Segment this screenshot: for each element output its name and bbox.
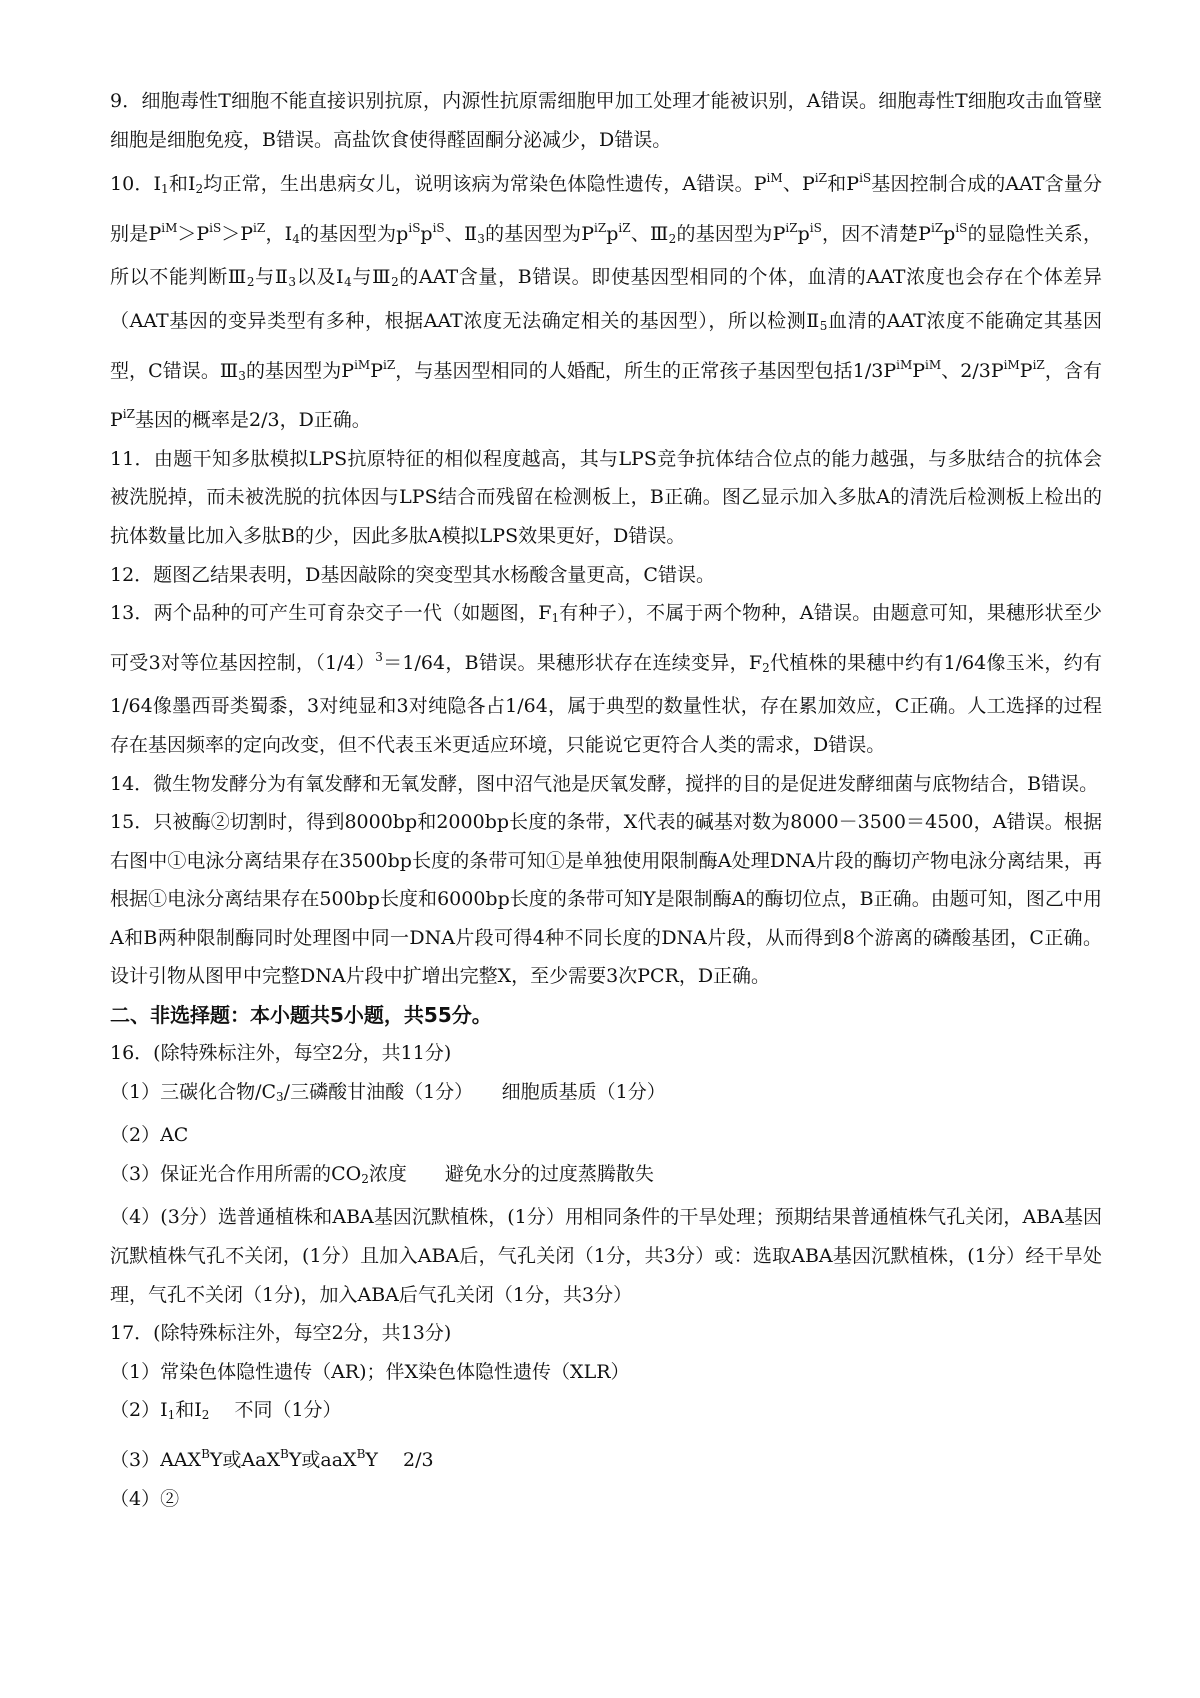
text-run: 有种子），不属于两个物种，A错误。由题意可知，果穗形状至少可受3对等位基因控制，（1/4） bbox=[110, 602, 1102, 674]
text-run: 2 bbox=[762, 660, 770, 675]
answer-q17-part2 bbox=[110, 1391, 1102, 1435]
text-run: 、2/3P bbox=[941, 359, 1004, 382]
text-run: 5 bbox=[819, 318, 828, 333]
text-run: 11．由题干知多肽模拟LPS抗原特征的相似程度越高，其与LPS竞争抗体结合位点的能力越强，与多肽结合的抗体会被洗脱掉，而未被洗脱的抗体因与LPS结合而残留在检测板上，B正确。图乙显示加入多肽A的清洗后检测板上检出的抗体数量比加入多肽B的少，因此多肽A模拟LPS效果更好，D错误。 bbox=[110, 447, 1102, 547]
answer-q16-part1 bbox=[110, 1073, 1102, 1117]
text-run: iM bbox=[896, 357, 913, 372]
section-heading-non-choice: 二、非选择题：本小题共5小题，共55分。 bbox=[110, 1003, 492, 1028]
text-run: 1 bbox=[161, 182, 169, 197]
text-run: 9．细胞毒性T细胞不能直接识别抗原，内源性抗原需细胞甲加工处理才能被识别，A错误。细胞毒性T细胞攻击血管壁细胞是细胞免疫，B错误。高盐饮食使得醛固酮分泌减少，D错误。 bbox=[110, 90, 1102, 151]
text-run: 血清的AAT浓度不能确定其基因型，C错误。Ⅲ bbox=[110, 309, 1103, 382]
text-run: 基因控制合成的AAT含量分别是P bbox=[110, 173, 1102, 245]
text-run: 13．两个品种的可产生可育杂交子一代（如题图，F bbox=[110, 602, 552, 625]
text-run: Y 2/3 bbox=[365, 1449, 434, 1471]
answer-q17-part1: （1）常染色体隐性遗传（AR)；伴X染色体隐性遗传（XLR） bbox=[110, 1360, 630, 1383]
text-run: 与Ⅱ bbox=[254, 266, 289, 289]
text-run: 与Ⅲ bbox=[351, 266, 392, 289]
text-run: 4 bbox=[292, 231, 300, 246]
text-run: Y或aaX bbox=[288, 1449, 357, 1471]
text-run: （1）三碳化合物/C bbox=[110, 1080, 277, 1103]
text-run: 3 bbox=[375, 649, 383, 664]
text-run: 4 bbox=[344, 275, 352, 290]
text-run: 和P bbox=[826, 173, 860, 196]
text-run: 14．微生物发酵分为有氧发酵和无氧发酵，图中沼气池是厌氧发酵，搅拌的目的是促进发酵细菌与底物结合，B错误。 bbox=[110, 772, 1099, 795]
text-run: B bbox=[201, 1447, 210, 1461]
answer-q16-part2: （2）AC bbox=[110, 1124, 189, 1147]
text-run: 、P bbox=[782, 173, 815, 196]
text-run: P bbox=[370, 359, 384, 382]
text-run: p bbox=[606, 222, 619, 245]
text-run: 12．题图乙结果表明，D基因敲除的突变型其水杨酸含量更高，C错误。 bbox=[110, 563, 715, 586]
text-run: 2 bbox=[201, 1408, 210, 1423]
text-run: 浓度 避免水分的过度蒸腾散失 bbox=[368, 1162, 654, 1185]
text-run: 均正常，生出患病女儿，说明该病为常染色体隐性遗传，A错误。P bbox=[203, 173, 767, 196]
text-run: 不同（1分） bbox=[209, 1399, 342, 1422]
answer-q10 bbox=[110, 159, 1102, 440]
answer-q13 bbox=[110, 594, 1102, 764]
answer-q16-part3 bbox=[110, 1155, 1102, 1199]
text-run: 、Ⅲ bbox=[630, 222, 669, 245]
answer-q15 bbox=[110, 803, 1102, 996]
text-run: 代植株的果穗中约有1/64像玉米，约有1/64像墨西哥类蜀黍，3对纯显和3对纯隐各占1/64，属于典型的数量性状，存在累加效应，C正确。人工选择的过程存在基因频率的定向改变，但不代表玉米更适应环境，只能说它更符合人类的需求，D错误。 bbox=[110, 651, 1102, 756]
text-run: iZ bbox=[253, 220, 266, 235]
text-run: iM bbox=[1003, 357, 1020, 372]
text-run: （3）AAX bbox=[110, 1449, 202, 1471]
text-run: 和I bbox=[175, 1399, 202, 1422]
text-run: （3）保证光合作用所需的CO bbox=[110, 1162, 362, 1185]
text-run: 1 bbox=[551, 611, 560, 626]
text-run: P bbox=[912, 359, 926, 382]
text-run: iZ bbox=[122, 407, 135, 422]
answer-q12 bbox=[110, 556, 1102, 595]
text-run: 的基因型为p bbox=[299, 222, 409, 245]
answer-q17-part4: （4）② bbox=[110, 1487, 180, 1510]
text-run: 3 bbox=[288, 275, 297, 290]
text-run: iS bbox=[209, 220, 222, 235]
text-run: iZ bbox=[594, 220, 607, 235]
text-run: Y或AaX bbox=[209, 1449, 281, 1471]
text-run: 的基因型为P bbox=[245, 359, 355, 382]
text-run: iM bbox=[161, 220, 178, 235]
text-run: ，含有P bbox=[110, 359, 1102, 432]
text-run: iZ bbox=[1032, 357, 1045, 372]
text-run: 2 bbox=[668, 231, 677, 246]
text-run: p bbox=[420, 222, 433, 245]
text-run: ＝1/64，B错误。果穗形状存在连续变异，F bbox=[382, 651, 763, 674]
text-run: iZ bbox=[383, 357, 396, 372]
text-run: 以及Ⅰ bbox=[296, 266, 345, 289]
text-run: 3 bbox=[238, 368, 246, 383]
text-run: B bbox=[280, 1447, 289, 1461]
answer-q16-header: 16．(除特殊标注外，每空2分，共11分) bbox=[110, 1042, 452, 1065]
text-run: iM bbox=[925, 357, 942, 372]
text-run: B bbox=[356, 1447, 366, 1461]
text-run: 的基因型为P bbox=[484, 222, 595, 245]
text-run: 15．只被酶②切割时，得到8000bp和2000bp长度的条带，X代表的碱基对数为8000－3500＝4500，A错误。根据右图中①电泳分离结果存在3500bp长度的条带可知①是单独使用限制酶A处理DNA片段的酶切产物电泳分离结果，再根据①电泳分离结果存在500bp长度和6000bp长度的条带可知Y是限制酶A的酶切位点，B正确。由题可知，图乙中用A和B两种限制酶同时处理图中同一DNA片段可得4种不同长度的DNA片段，从而得到8个游离的磷酸基团，C正确。设计引物从图甲中完整DNA片段中扩增出完整X，至少需要3次PCR，D正确。 bbox=[110, 811, 1102, 988]
text-run: iM bbox=[766, 171, 783, 186]
text-run: 、Ⅱ bbox=[444, 222, 478, 245]
text-run: 的基因型为P bbox=[676, 222, 786, 245]
text-run: 2 bbox=[246, 275, 255, 290]
text-run: 2 bbox=[391, 275, 399, 290]
answer-q17-header: 17．(除特殊标注外，每空2分，共13分) bbox=[110, 1322, 452, 1345]
text-run: iS bbox=[408, 220, 421, 235]
text-run: iZ bbox=[930, 220, 944, 235]
text-run: ＞P bbox=[221, 222, 254, 245]
text-run: iS bbox=[809, 220, 822, 235]
text-run: 的AAT含量，B错误。即使基因型相同的个体，血清的AAT浓度也会存在个体差异（AAT基因的变异类型有多种，根据AAT浓度无法确定相关的基因型），所以检测Ⅱ bbox=[110, 266, 1102, 332]
text-run: 10．I bbox=[110, 173, 162, 196]
answer-q14 bbox=[110, 765, 1102, 804]
text-run: p bbox=[943, 222, 956, 245]
text-run: ，因不清楚P bbox=[821, 222, 931, 245]
text-run: iZ bbox=[814, 171, 827, 186]
text-run: P bbox=[1019, 359, 1033, 382]
text-run: iZ bbox=[785, 220, 798, 235]
text-run: iM bbox=[354, 357, 371, 372]
text-run: iS bbox=[859, 171, 872, 186]
text-run: （2）I bbox=[110, 1399, 168, 1422]
answer-q9 bbox=[110, 82, 1102, 159]
text-run: ，与基因型相同的人婚配，所生的正常孩子基因型包括1/3P bbox=[395, 359, 897, 382]
text-run: 1 bbox=[167, 1408, 176, 1423]
text-run: ＞P bbox=[177, 222, 210, 245]
text-run: 的显隐性关系，所以不能判断Ⅲ bbox=[110, 222, 1102, 289]
answer-q17-part3 bbox=[110, 1435, 1102, 1480]
text-run: /三磷酸甘油酸（1分） 细胞质基质（1分） bbox=[283, 1080, 666, 1103]
text-run: 和I bbox=[168, 173, 196, 196]
text-run: 3 bbox=[477, 231, 485, 246]
text-run: iS bbox=[432, 220, 445, 235]
text-run: 基因的概率是2/3，D正确。 bbox=[134, 409, 371, 432]
text-run: iZ bbox=[618, 220, 631, 235]
text-run: p bbox=[797, 222, 810, 245]
text-run: 2 bbox=[361, 1171, 369, 1186]
answer-q11 bbox=[110, 440, 1102, 556]
answer-q16-part4: （4）(3分）选普通植株和ABA基因沉默植株，(1分）用相同条件的干旱处理；预期结果普通植株气孔关闭，ABA基因沉默植株气孔不关闭，(1分）且加入ABA后，气孔关闭（1分，共3分）或：选取ABA基因沉默植株，(1分）经干旱处理，气孔不关闭（1分)，加入ABA后气孔关闭（1分，共3分） bbox=[110, 1206, 1102, 1306]
text-run: 2 bbox=[195, 182, 204, 197]
text-run: iS bbox=[955, 220, 968, 235]
text-run: ，I bbox=[265, 222, 293, 245]
text-run: 3 bbox=[276, 1089, 284, 1104]
